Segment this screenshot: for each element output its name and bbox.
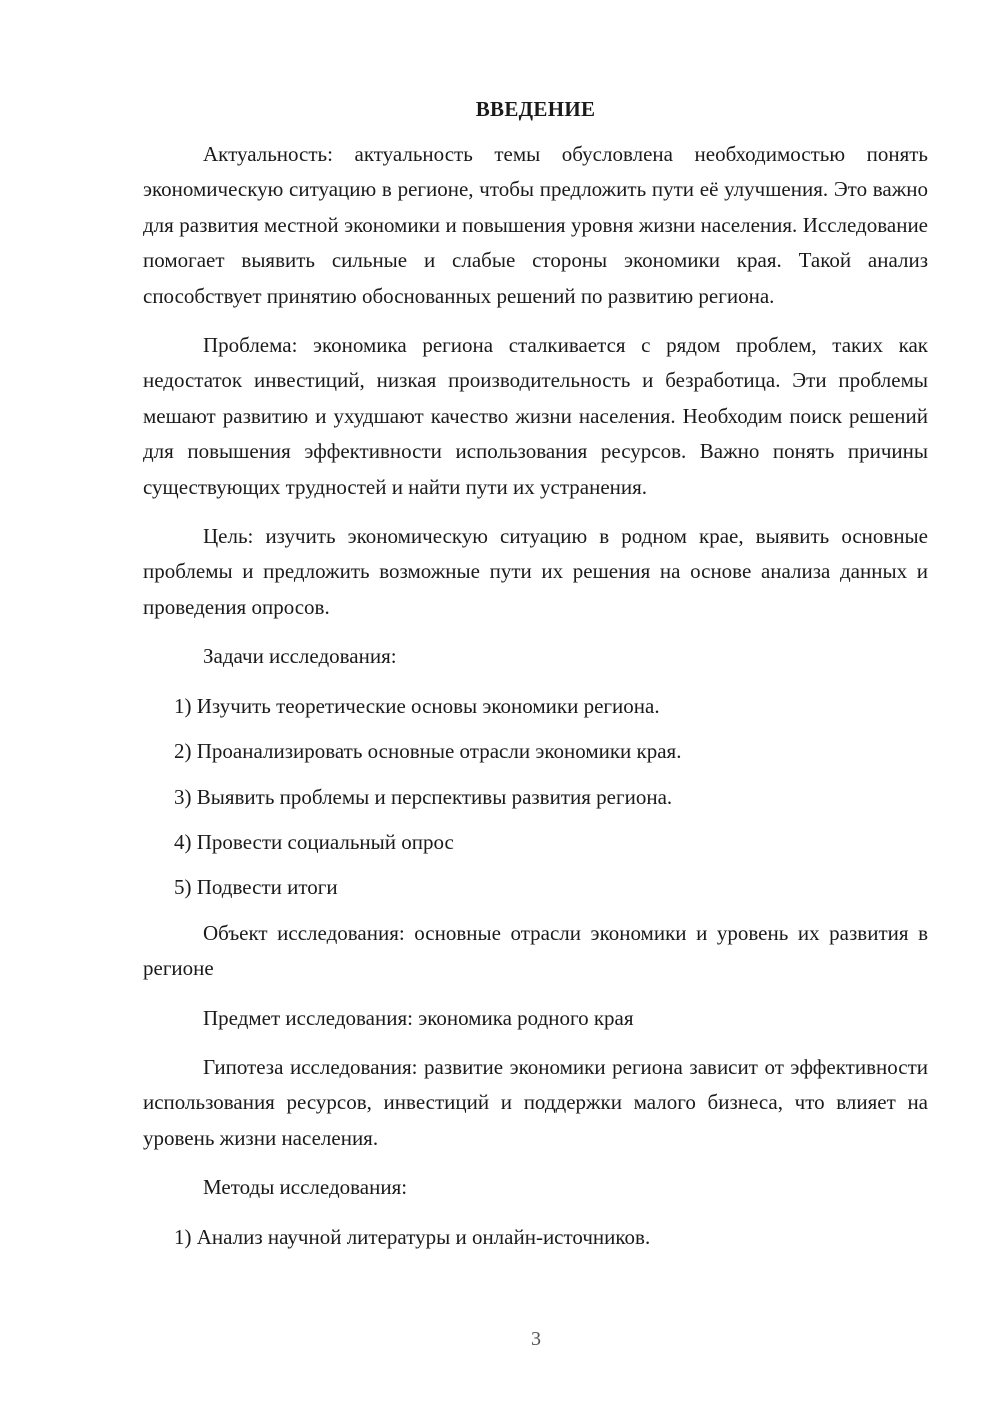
document-page: [143, 92, 928, 1265]
page-number: 3: [531, 1328, 541, 1350]
tasks-list: [143, 689, 928, 906]
object-paragraph: Объект исследования: основные отрасли экономики и уровень их развития в регионе: [143, 920, 928, 981]
goal-paragraph: Цель: изучить экономическую ситуацию в родном крае, выявить основные проблемы и предложить возможные пути их решения на основе анализа данных и проведения опросов.: [143, 524, 928, 619]
task-item: 2) Проанализировать основные отрасли экономики края.: [174, 739, 682, 764]
methods-list: [143, 1220, 928, 1255]
task-item: 4) Провести социальный опрос: [174, 829, 454, 854]
methods-heading: Методы исследования:: [203, 1175, 408, 1200]
method-item: 1) Анализ научной литературы и онлайн-источников.: [174, 1224, 651, 1249]
problem-paragraph: Проблема: экономика региона сталкивается с рядом проблем, таких как недостаток инвестиций, низкая производительность и безработица. Эти проблемы мешают развитию и ухудшают качество жизни населения. Необходим поиск решений для повышения эффективности использования ресурсов. Важно понять причины существующих трудностей и найти пути их устранения.: [143, 333, 928, 499]
task-item: 1) Изучить теоретические основы экономики региона.: [174, 693, 660, 718]
hypothesis-paragraph: Гипотеза исследования: развитие экономики региона зависит от эффективности использования ресурсов, инвестиций и поддержки малого бизнеса, что влияет на уровень жизни населения.: [143, 1054, 928, 1150]
relevance-paragraph: Актуальность: актуальность темы обусловлена необходимостью понять экономическую ситуацию в регионе, чтобы предложить пути её улучшения. Это важно для развития местной экономики и повышения уровня жизни населения. Исследование помогает выявить сильные и слабые стороны экономики края. Такой анализ способствует принятию обоснованных решений по развитию региона.: [143, 142, 928, 308]
tasks-heading: Задачи исследования:: [203, 644, 397, 669]
subject-paragraph: Предмет исследования: экономика родного края: [203, 1005, 634, 1030]
task-item: 3) Выявить проблемы и перспективы развития региона.: [174, 784, 673, 809]
section-title: ВВЕДЕНИЕ: [475, 97, 596, 121]
task-item: 5) Подвести итоги: [174, 875, 338, 900]
